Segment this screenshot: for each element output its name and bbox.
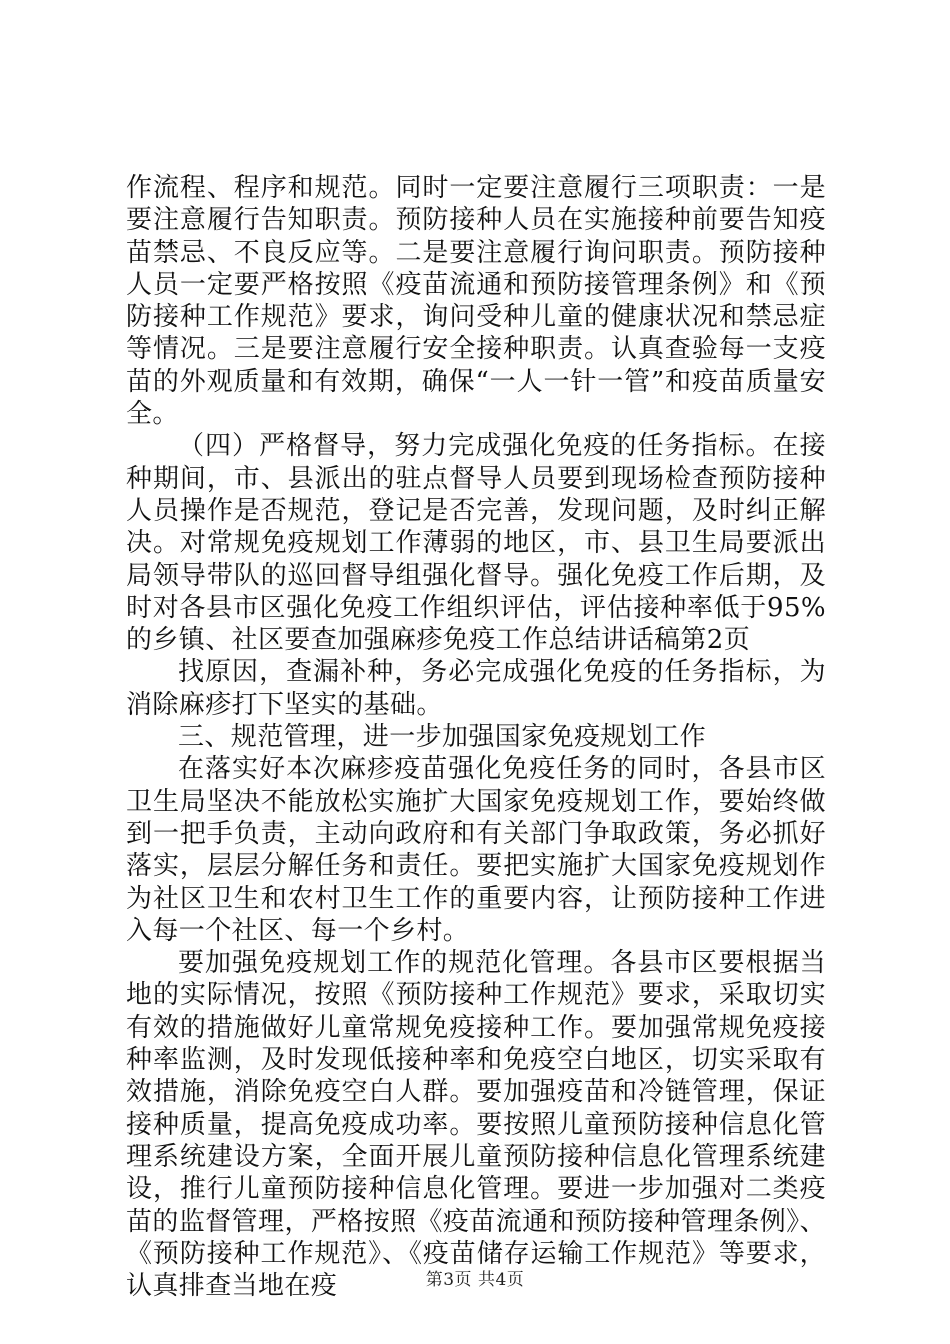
section-heading-three: 三、规范管理，进一步加强国家免疫规划工作 <box>178 722 707 753</box>
paragraph-implementation: 在落实好本次麻疹疫苗强化免疫任务的同时，各县市区卫生局坚决不能放松实施扩大国家免疫规划工作，要始终做到一把手负责，主动向政府和有关部门争取政策，务必抓好落实，层层分解任务和责任。要把实施扩大国家免疫规划作为社区卫生和农村卫生工作的重要内容，让预防接种工作进入每一个社区、每一个乡村。 <box>126 754 826 946</box>
paragraph-standardization: 要加强免疫规划工作的规范化管理。各县市区要根据当地的实际情况，按照《预防接种工作规范》要求，采取切实有效的措施做好儿童常规免疫接种工作。要加强常规免疫接种率监测，及时发现低接种率和免疫空白地区，切实采取有效措施，消除免疫空白人群。要加强疫苗和冷链管理，保证接种质量，提高免疫成功率。要按照儿童预防接种信息化管理系统建设方案，全面开展儿童预防接种信息化管理系统建设，推行儿童预防接种信息化管理。要进一步加强对二类疫苗的监督管理，严格按照《疫苗流通和预防接种管理条例》、《预防接种工作规范》、《疫苗储存运输工作规范》等要求，认真排查当地在疫 <box>126 948 826 1302</box>
paragraph-continuation: 作流程、程序和规范。同时一定要注意履行三项职责：一是要注意履行告知职责。预防接种人员在实施接种前要告知疫苗禁忌、不良反应等。二是要注意履行询问职责。预防接种人员一定要严格按照《疫苗流通和预防接管理条例》和《预防接种工作规范》要求，询问受种儿童的健康状况和禁忌症等情况。三是要注意履行安全接种职责。认真查验每一支疫苗的外观质量和有效期，确保“一人一针一管”和疫苗质量安全。 <box>126 173 826 430</box>
paragraph-find-causes: 找原因，查漏补种，务必完成强化免疫的任务指标，为消除麻疹打下坚实的基础。 <box>126 657 826 720</box>
document-body <box>126 172 826 1302</box>
page-footer: 第3页 共4页 <box>425 1270 525 1290</box>
paragraph-section-four: （四）严格督导，努力完成强化免疫的任务指标。在接种期间，市、县派出的驻点督导人员要到现场检查预防接种人员操作是否规范，登记是否完善，发现问题，及时纠正解决。对常规免疫规划工作薄弱的地区，市、县卫生局要派出局领导带队的巡回督导组强化督导。强化免疫工作后期，及时对各县市区强化免疫工作组织评估，评估接种率低于95%的乡镇、社区要查加强麻疹免疫工作总结讲话稿第2页 <box>126 431 826 656</box>
